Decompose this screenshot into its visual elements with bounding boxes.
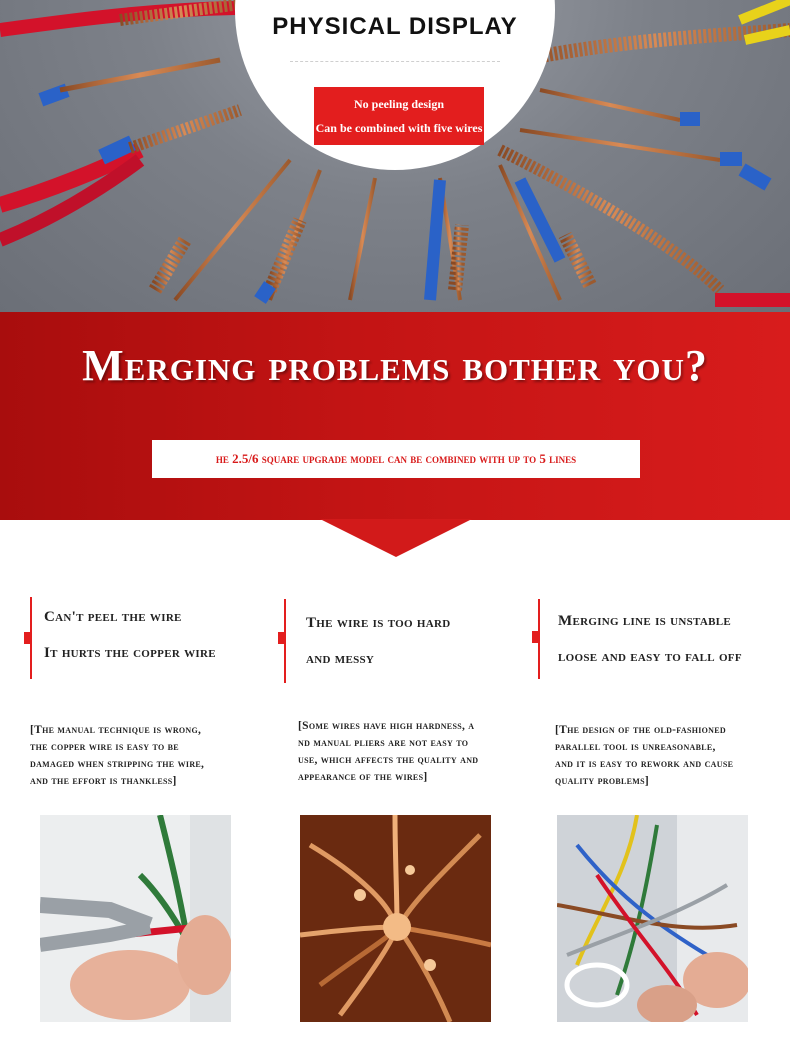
description-line: [The design of the old-fashioned [555, 724, 726, 736]
accent-bar [538, 599, 540, 679]
description-line: and the effort is thankless] [30, 775, 177, 787]
problem-card-1 [30, 597, 260, 679]
hero-photo [0, 0, 790, 312]
feature-box [314, 87, 484, 145]
accent-dot [24, 632, 30, 644]
description-line: parallel tool is unreasonable, [555, 741, 716, 753]
banner-arrow [320, 519, 472, 557]
description-line: [Some wires have high hardness, a [298, 720, 475, 732]
feature-line-2: Can be combined with five wires [315, 121, 483, 135]
description-line: the copper wire is easy to be [30, 741, 179, 753]
problem-line-2: loose and easy to fall off [558, 649, 742, 665]
description-line: nd manual pliers are not easy to [298, 737, 469, 749]
problem-line-1: Can't peel the wire [44, 609, 182, 625]
accent-bar [284, 599, 286, 683]
banner-subtitle-text: he 2.5/6 square upgrade model can be combined with up to 5 lines [215, 451, 577, 466]
problem-line-2: and messy [306, 651, 375, 667]
problem-card-2 [284, 599, 514, 683]
photo-messy-wires [557, 815, 748, 1022]
problem-description-2 [298, 718, 538, 786]
problem-description-3 [555, 722, 787, 790]
description-line: [The manual technique is wrong, [30, 724, 202, 736]
photo-copper-bundle [300, 815, 491, 1022]
page-title: PHYSICAL DISPLAY [272, 13, 518, 40]
problem-card-3 [538, 599, 778, 679]
feature-line-1: No peeling design [353, 97, 444, 111]
description-line: use, which affects the quality and [298, 754, 479, 766]
accent-dot [532, 631, 538, 643]
problem-line-2: It hurts the copper wire [44, 645, 216, 661]
problem-description-1 [30, 722, 270, 790]
banner-subtitle [152, 440, 640, 478]
description-line: and it is easy to rework and cause [555, 758, 734, 770]
photo-stripping-wire [40, 815, 231, 1022]
description-line: damaged when stripping the wire, [30, 758, 205, 770]
description-line: appearance of the wires] [298, 771, 428, 783]
banner-headline: Merging problems bother you? [82, 341, 708, 390]
accent-bar [30, 597, 32, 679]
problem-line-1: The wire is too hard [306, 615, 451, 631]
accent-dot [278, 632, 284, 644]
problem-line-1: Merging line is unstable [558, 613, 732, 629]
divider [290, 61, 500, 62]
description-line: quality problems] [555, 775, 650, 787]
